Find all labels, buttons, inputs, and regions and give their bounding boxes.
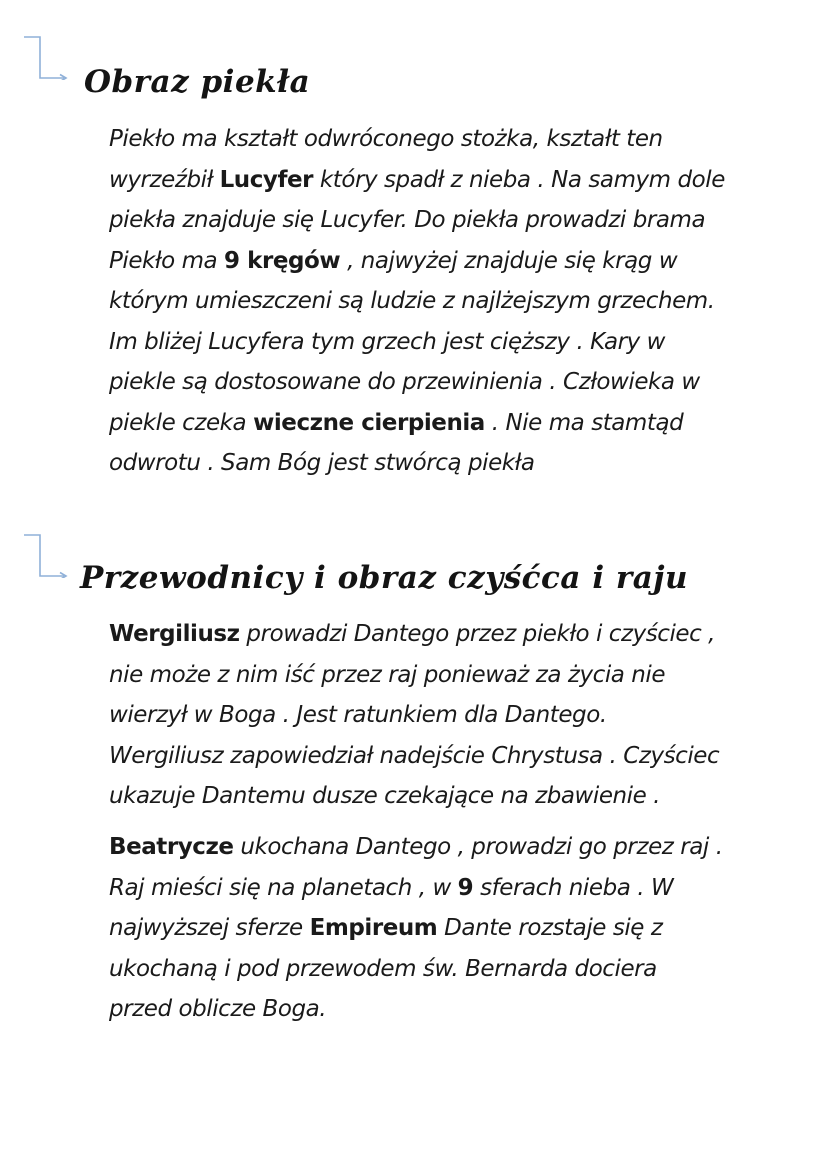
text-line <box>109 614 799 655</box>
text-line <box>109 200 799 241</box>
text-run: Wergiliusz zapowiedział nadejście Chrystusa . Czyściec <box>109 742 720 769</box>
text-run: , najwyżej znajduje się krąg w <box>340 247 678 274</box>
text-run: piekle czeka <box>109 409 254 436</box>
text-line <box>109 241 799 282</box>
bold-term: 9 <box>457 874 474 901</box>
section-paragraph <box>109 614 799 817</box>
text-run: przed oblicze Boga. <box>109 996 327 1022</box>
text-run: nie może z nim iść przez raj ponieważ za życia nie <box>109 661 666 688</box>
text-line <box>109 908 799 949</box>
text-run: który spadł z nieba . Na samym dole <box>313 166 725 193</box>
elbow-arrow-icon <box>22 532 72 578</box>
text-run: Piekło ma kształt odwróconego stożka, kształt ten <box>109 126 663 152</box>
text-run: Im bliżej Lucyfera tym grzech jest cięższy . Kary w <box>109 328 666 355</box>
bold-term: Empireum <box>309 915 438 941</box>
text-line <box>109 736 799 777</box>
text-line <box>109 119 799 160</box>
text-line <box>109 949 799 990</box>
text-run: wyrzeźbił <box>109 166 220 193</box>
text-run: którym umieszczeni są ludzie z najlżejszym grzechem. <box>109 288 715 314</box>
text-run: Raj mieści się na planetach , w <box>109 874 458 901</box>
text-line <box>109 655 799 696</box>
text-run: odwrotu . Sam Bóg jest stwórcą piekła <box>109 450 535 476</box>
bold-term: Beatrycze <box>109 834 234 860</box>
bold-term: wieczne cierpienia <box>253 409 485 436</box>
bold-term: Lucyfer <box>219 166 314 193</box>
text-run: ukochana Dantego , prowadzi go przez raj . <box>233 834 723 860</box>
bold-term: Wergiliusz <box>109 621 240 647</box>
text-run: najwyższej sferze <box>109 915 310 941</box>
section-heading: Obraz piekła <box>84 64 311 100</box>
text-line <box>109 776 799 817</box>
text-run: sferach nieba . W <box>473 874 674 901</box>
text-run: Dante rozstaje się z <box>437 915 663 941</box>
elbow-arrow-icon <box>22 34 72 80</box>
text-run: ukochaną i pod przewodem św. Bernarda dociera <box>109 955 657 982</box>
text-run: piekła znajduje się Lucyfer. Do piekła prowadzi brama <box>109 207 706 233</box>
text-run: wierzył w Boga . Jest ratunkiem dla Dantego. <box>109 702 607 728</box>
text-line <box>109 868 799 909</box>
text-line <box>109 281 799 322</box>
text-line <box>109 443 799 484</box>
text-run: prowadzi Dantego przez piekło i czyściec , <box>239 621 716 647</box>
bold-term: 9 kręgów <box>224 247 341 274</box>
text-line <box>109 160 799 201</box>
text-line <box>109 695 799 736</box>
text-run: . Nie ma stamtąd <box>484 409 684 436</box>
section-paragraph <box>109 827 799 1030</box>
text-line <box>109 827 799 868</box>
section-paragraph <box>109 119 799 484</box>
text-run: Piekło ma <box>109 247 225 274</box>
text-run: piekle są dostosowane do przewinienia . Człowieka w <box>109 369 700 395</box>
text-run: ukazuje Dantemu dusze czekające na zbawienie . <box>109 783 661 809</box>
text-line <box>109 989 799 1030</box>
text-line <box>109 362 799 403</box>
text-line <box>109 403 799 444</box>
section-heading: Przewodnicy i obraz czyśćca i raju <box>80 560 689 596</box>
text-line <box>109 322 799 363</box>
